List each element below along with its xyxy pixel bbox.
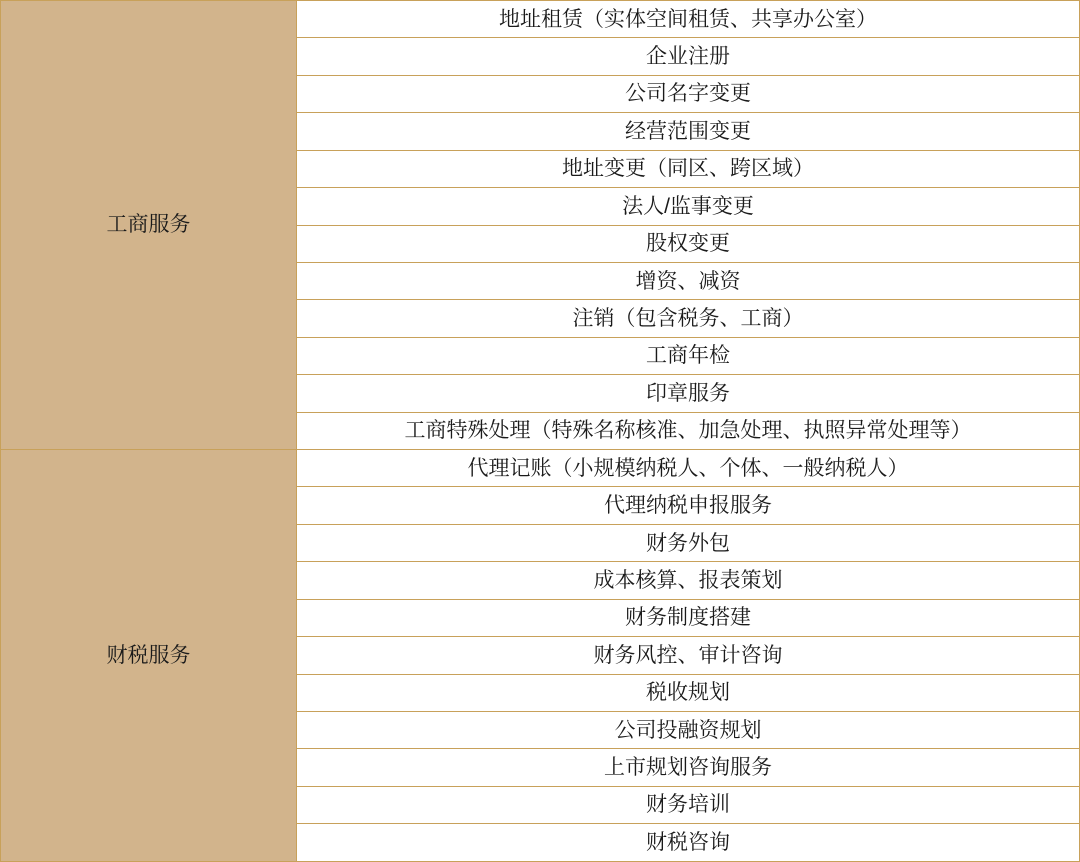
service-item: 代理记账（小规模纳税人、个体、一般纳税人）: [297, 450, 1080, 487]
service-item: 地址变更（同区、跨区域）: [297, 150, 1080, 187]
service-item: 法人/监事变更: [297, 188, 1080, 225]
category-label-finance: 财税服务: [1, 450, 297, 862]
table-row: [1, 1, 1080, 38]
service-item: 税收规划: [297, 674, 1080, 711]
table-row: [1, 450, 1080, 487]
service-item: 财税咨询: [297, 824, 1080, 862]
service-item: 财务风控、审计咨询: [297, 637, 1080, 674]
service-item: 企业注册: [297, 38, 1080, 75]
service-item: 上市规划咨询服务: [297, 749, 1080, 786]
service-item: 公司名字变更: [297, 75, 1080, 112]
service-item: 工商年检: [297, 337, 1080, 374]
service-item: 注销（包含税务、工商）: [297, 300, 1080, 337]
category-label-business: 工商服务: [1, 1, 297, 450]
service-item: 成本核算、报表策划: [297, 562, 1080, 599]
service-item: 地址租赁（实体空间租赁、共享办公室）: [297, 1, 1080, 38]
service-item: 工商特殊处理（特殊名称核准、加急处理、执照异常处理等）: [297, 412, 1080, 449]
service-item: 公司投融资规划: [297, 712, 1080, 749]
service-item: 股权变更: [297, 225, 1080, 262]
service-item: 经营范围变更: [297, 113, 1080, 150]
service-item: 印章服务: [297, 375, 1080, 412]
service-item: 财务外包: [297, 524, 1080, 561]
service-table-body: [1, 1, 1080, 862]
service-item: 增资、减资: [297, 262, 1080, 299]
service-item: 财务培训: [297, 786, 1080, 823]
service-item: 财务制度搭建: [297, 599, 1080, 636]
service-item: 代理纳税申报服务: [297, 487, 1080, 524]
